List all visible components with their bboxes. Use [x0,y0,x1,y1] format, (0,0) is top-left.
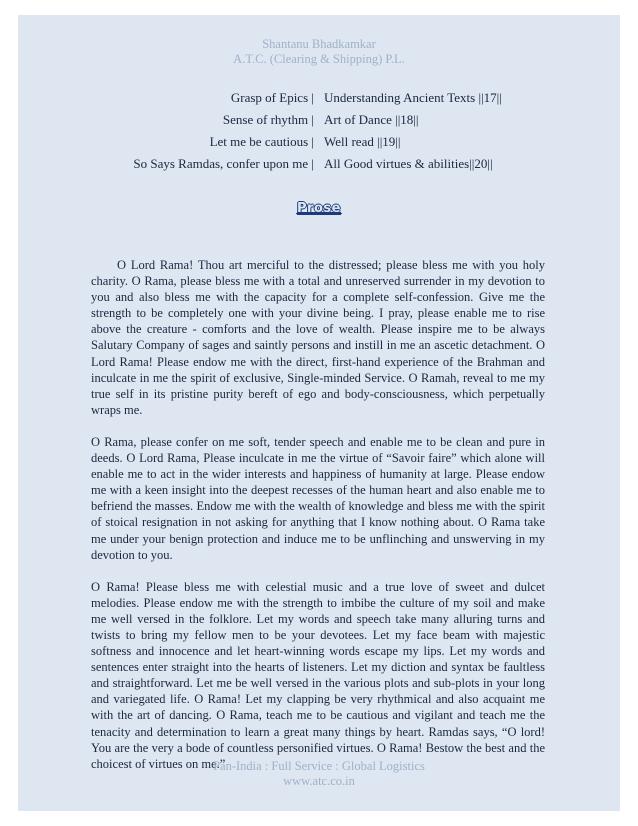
prose-body [91,257,545,788]
footer-tagline: Pan-India : Full Service : Global Logistics [213,759,425,773]
verse-right-text: Understanding Ancient Texts ||17|| [324,90,502,105]
document-page [18,15,620,811]
verse-left-text: So Says Ramdas, confer upon me | [133,156,314,171]
section-title: Prose [297,201,341,216]
verse-row [18,153,620,175]
verse-left-text: Sense of rhythm | [222,112,314,127]
page-header [18,37,620,67]
prose-paragraph: O Rama! Please bless me with celestial music and a true love of sweet and dulcet melodies. Please endow me with the strength to imbibe the culture of my soil and make me well versed in the folklore. Let my words and speech take many alluring turns and twists to bring my fellow men to be your devotees. Let my face beam with majestic softness and innocence and let heart-winning words escape my lips. Let my words and sentences enter straight into the hearts of listeners. Let my diction and syntax be faultless and straightforward. Let me be well versed in the various plots and sub-plots in your long and variegated life. O Rama! Let my clapping be very rhythmical and also acquaint me with the art of dancing. O Rama, teach me to be cautious and vigilant and teach me the tenacity and determination to learn a great many things by heart. Ramdas says, “O lord! You are the very a bode of countless personified virtues. O Rama! Bestow the best and the choicest of virtues on me.” [91,579,545,771]
verse-left-text: Grasp of Epics | [230,90,314,105]
verse-right-text: All Good virtues & abilities||20|| [324,156,493,171]
prose-paragraph: O Lord Rama! Thou art merciful to the distressed; please bless me with you holy charity. O Rama, please bless me with a total and unreserved surrender in my devotion to you and also bless me with the capacity for a complete self-confession. Give me the strength to be completely one with your divine being. I pray, please enable me to rise above the creature - comforts and the love of wealth. Please inspire me to be always Salutary Company of sages and saintly persons and instill in me an ascetic detachment. O Lord Rama! Please endow me with the direct, first-hand experience of the Brahman and inculcate in me the spirit of exclusive, Single-minded Service. O Ramah, reveal to me my true self in its pristine purity bereft of ego and body-consciousness, which perpetually wraps me. [91,258,545,417]
author-name: Shantanu Bhadkamkar [262,37,376,51]
verse-right-text: Art of Dance ||18|| [324,112,419,127]
prose-paragraph: O Rama, please confer on me soft, tender speech and enable me to be clean and pure in deeds. O Lord Rama, Please inculcate in me the virtue of “Savoir faire” which alone will enable me to act in the wider interests and happiness of humanity at large. Please endow me with a keen insight into the deepest recesses of the human heart and also enable me to befriend the masses. Endow me with the wealth of knowledge and bless me with the spirit of stoical resignation in not asking for anything that I know nothing about. O Rama take me under your benign protection and induce me to be unflinching and unswerving in my devotion to you. [91,434,545,562]
verse-right-text: Well read ||19|| [324,134,401,149]
page-footer [18,759,620,789]
verse-row [18,109,620,131]
verse-left-text: Let me be cautious | [209,134,314,149]
verse-row [18,131,620,153]
footer-website: www.atc.co.in [283,774,355,788]
company-name: A.T.C. (Clearing & Shipping) P.L. [233,52,405,66]
verse-row [18,87,620,109]
verse-block [18,87,620,175]
